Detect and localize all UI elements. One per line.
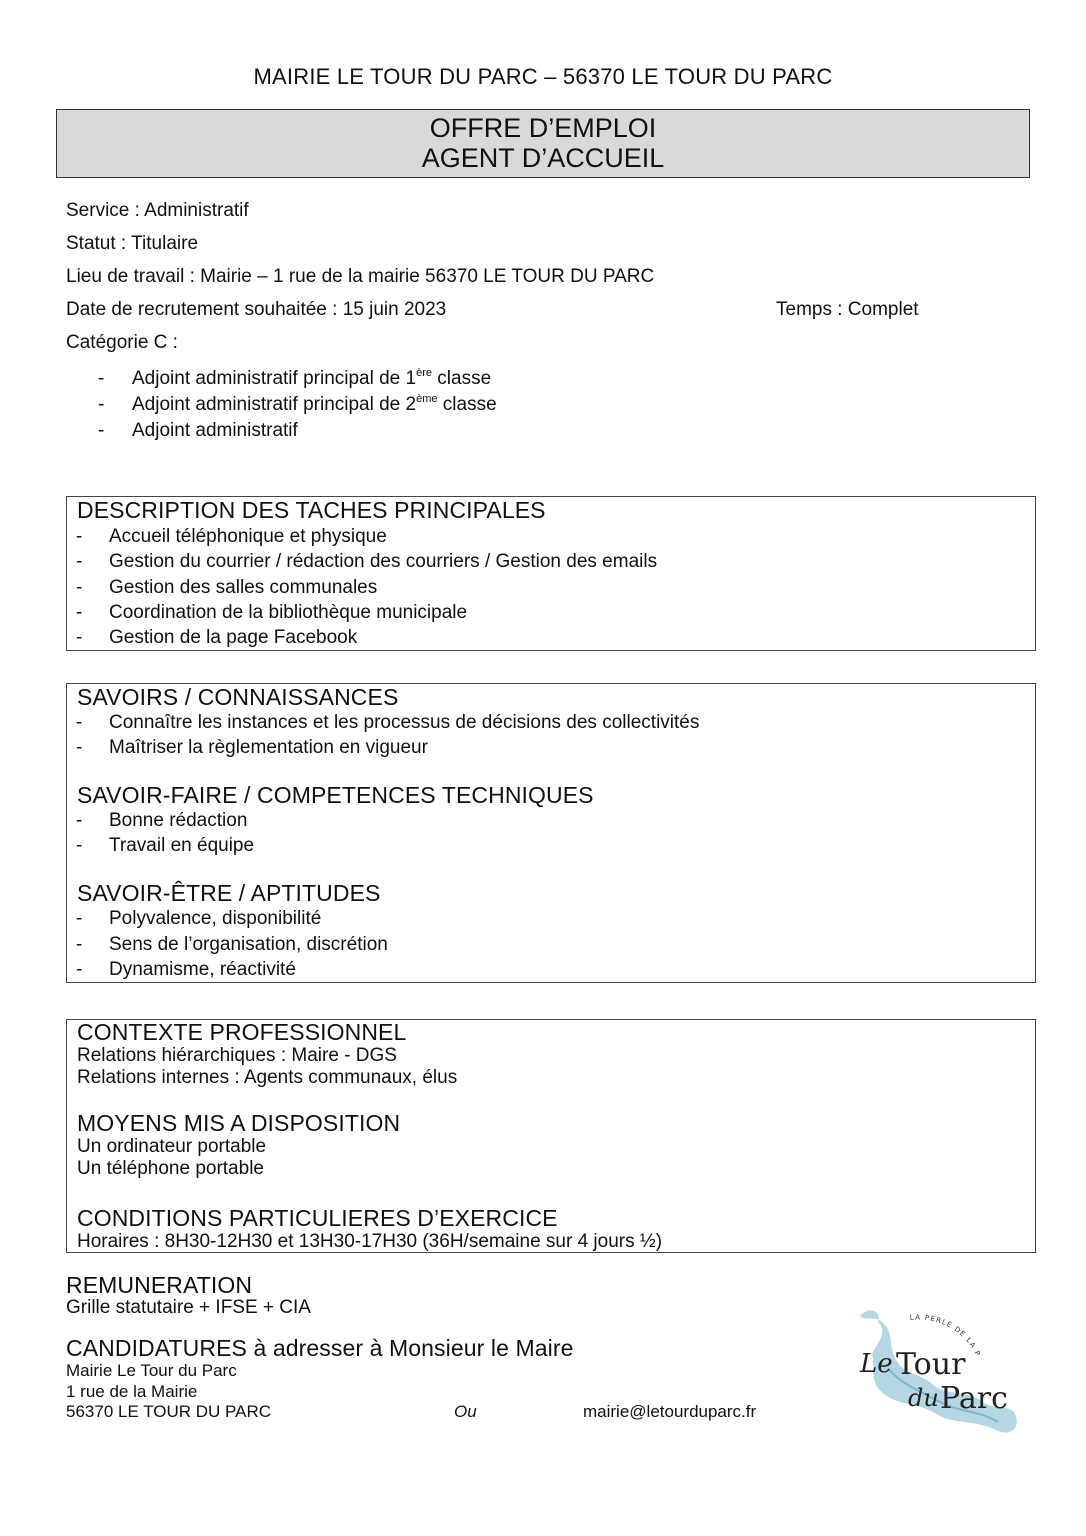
grade-suffix: classe bbox=[432, 368, 492, 389]
list-dash: - bbox=[76, 835, 83, 856]
document-header: MAIRIE LE TOUR DU PARC – 56370 LE TOUR DU PARC bbox=[253, 64, 833, 89]
list-item bbox=[76, 810, 247, 832]
list-item-text: Coordination de la bibliothèque municipale bbox=[109, 602, 468, 623]
moyens-title: MOYENS MIS A DISPOSITION bbox=[77, 1110, 401, 1136]
grade-text: Adjoint administratif principal de 2 bbox=[132, 394, 417, 415]
address-line: 1 rue de la Mairie bbox=[66, 1382, 198, 1401]
contexte-title: CONTEXTE PROFESSIONNEL bbox=[77, 1019, 407, 1045]
svg-text:du: du bbox=[908, 1384, 939, 1412]
list-item-text: Maîtriser la règlementation en vigueur bbox=[109, 737, 428, 758]
list-item bbox=[76, 551, 657, 573]
title-box bbox=[56, 109, 1030, 178]
list-dash: - bbox=[76, 627, 83, 648]
list-item bbox=[76, 602, 467, 624]
list-dash: - bbox=[76, 551, 83, 572]
grade-sup: ème bbox=[416, 393, 438, 405]
town-logo bbox=[848, 1298, 1038, 1448]
town-logo-graphic bbox=[848, 1298, 1038, 1448]
list-dash: - bbox=[76, 602, 83, 623]
grade-sup: ère bbox=[416, 367, 432, 379]
conditions-line: Horaires : 8H30-12H30 et 13H30-17H30 (36H/semaine sur 4 jours ½) bbox=[77, 1231, 663, 1252]
list-dash: - bbox=[76, 737, 83, 758]
list-item-text: Gestion de la page Facebook bbox=[109, 627, 358, 648]
list-dash: - bbox=[98, 420, 105, 441]
service-line: Service : Administratif bbox=[66, 200, 249, 221]
address-line: Mairie Le Tour du Parc bbox=[66, 1361, 237, 1380]
list-item bbox=[76, 712, 699, 734]
statut-line: Statut : Titulaire bbox=[66, 233, 199, 254]
list-item-text: Gestion du courrier / rédaction des courriers / Gestion des emails bbox=[109, 551, 658, 572]
list-dash: - bbox=[76, 526, 83, 547]
list-item-text: Dynamisme, réactivité bbox=[109, 959, 296, 980]
or-text: Ou bbox=[454, 1402, 477, 1421]
email-link[interactable]: mairie@letourduparc.fr bbox=[583, 1402, 757, 1421]
grade-text: Adjoint administratif principal de 1 bbox=[132, 368, 417, 389]
candidatures-title: CANDIDATURES à adresser à Monsieur le Maire bbox=[66, 1335, 574, 1361]
list-item bbox=[76, 577, 377, 599]
list-item-text: Gestion des salles communales bbox=[109, 577, 378, 598]
grade-suffix: classe bbox=[437, 394, 497, 415]
list-item bbox=[76, 737, 428, 759]
temps-line: Temps : Complet bbox=[776, 299, 919, 320]
grade-text: Adjoint administratif bbox=[132, 420, 298, 441]
savoir-faire-title: SAVOIR-FAIRE / COMPETENCES TECHNIQUES bbox=[77, 782, 594, 808]
svg-text:Tour: Tour bbox=[896, 1347, 966, 1382]
grade-item bbox=[98, 420, 298, 442]
categorie-line: Catégorie C : bbox=[66, 332, 178, 353]
list-item-text: Bonne rédaction bbox=[109, 810, 248, 831]
list-item bbox=[76, 627, 357, 649]
list-dash: - bbox=[76, 908, 83, 929]
list-dash: - bbox=[76, 934, 83, 955]
savoir-etre-title: SAVOIR-ÊTRE / APTITUDES bbox=[77, 880, 381, 906]
list-item bbox=[76, 526, 387, 548]
svg-text:Parc: Parc bbox=[940, 1381, 1008, 1416]
list-item-text: Polyvalence, disponibilité bbox=[109, 908, 322, 929]
grade-item bbox=[98, 394, 497, 416]
moyens-line: Un ordinateur portable bbox=[77, 1136, 267, 1157]
job-title: AGENT D’ACCUEIL bbox=[421, 143, 665, 173]
offer-title: OFFRE D’EMPLOI bbox=[429, 113, 657, 143]
conditions-title: CONDITIONS PARTICULIERES D’EXERCICE bbox=[77, 1205, 558, 1231]
moyens-line: Un téléphone portable bbox=[77, 1158, 264, 1179]
list-item-text: Connaître les instances et les processus de décisions des collectivités bbox=[109, 712, 700, 733]
list-dash: - bbox=[76, 810, 83, 831]
lieu-line: Lieu de travail : Mairie – 1 rue de la mairie 56370 LE TOUR DU PARC bbox=[66, 266, 655, 287]
list-item-text: Travail en équipe bbox=[109, 835, 255, 856]
savoirs-title: SAVOIRS / CONNAISSANCES bbox=[77, 684, 399, 710]
description-title: DESCRIPTION DES TACHES PRINCIPALES bbox=[77, 497, 546, 523]
list-item bbox=[76, 835, 254, 857]
address-line: 56370 LE TOUR DU PARC bbox=[66, 1402, 272, 1421]
list-item bbox=[76, 934, 388, 956]
svg-text:Le: Le bbox=[860, 1349, 893, 1379]
grade-item bbox=[98, 368, 491, 390]
list-dash: - bbox=[76, 577, 83, 598]
list-dash: - bbox=[76, 959, 83, 980]
date-line: Date de recrutement souhaitée : 15 juin 2023 bbox=[66, 299, 447, 320]
contexte-line: Relations hiérarchiques : Maire - DGS bbox=[77, 1045, 397, 1066]
list-item-text: Sens de l’organisation, discrétion bbox=[109, 934, 388, 955]
list-item bbox=[76, 959, 296, 981]
contexte-line: Relations internes : Agents communaux, élus bbox=[77, 1067, 458, 1088]
remuneration-title: REMUNERATION bbox=[66, 1272, 253, 1298]
list-dash: - bbox=[98, 368, 105, 389]
list-dash: - bbox=[98, 394, 105, 415]
list-dash: - bbox=[76, 712, 83, 733]
list-item-text: Accueil téléphonique et physique bbox=[109, 526, 387, 547]
remuneration-text: Grille statutaire + IFSE + CIA bbox=[66, 1297, 311, 1318]
list-item bbox=[76, 908, 321, 930]
logo-tagline: LA PERLE DE LA P bbox=[909, 1313, 983, 1358]
